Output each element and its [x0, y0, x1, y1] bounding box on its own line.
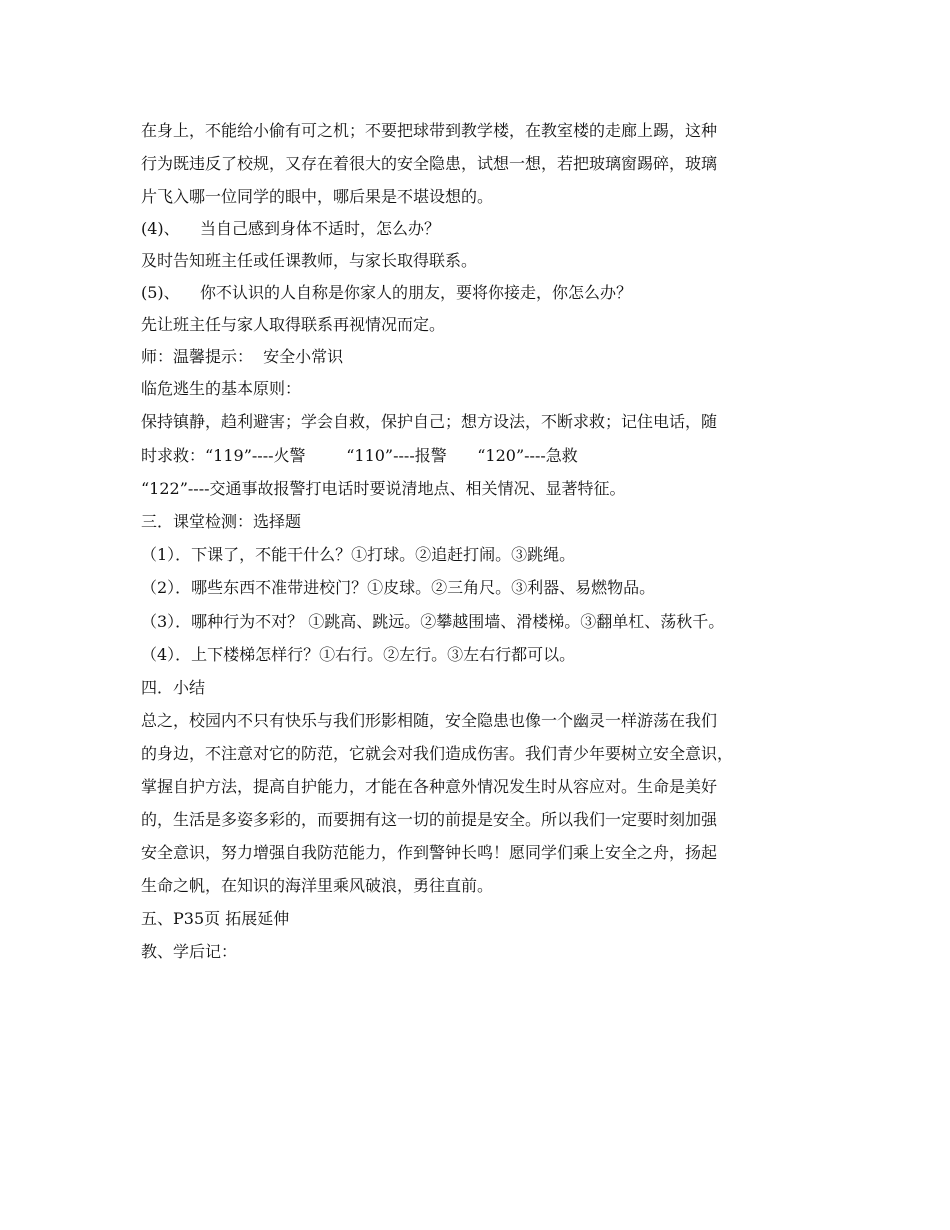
paragraph-line: 掌握自护方法，提高自护能力，才能在各种意外情况发生时从容应对。生命是美好: [141, 776, 718, 796]
section-heading: 五、P35页 拓展延伸: [141, 908, 290, 928]
quiz-question: （1）．下课了，不能干什么？①打球。②追赶打闹。③跳绳。: [141, 544, 576, 564]
quiz-question: （4）．上下楼梯怎样行？①右行。②左行。③左右行都可以。: [141, 645, 576, 664]
paragraph-line: 安全意识，努力增强自我防范能力，作到警钟长鸣！愿同学们乘上安全之舟，扬起: [141, 842, 718, 862]
paragraph-line: 生命之帆，在知识的海洋里乘风破浪，勇往直前。: [141, 875, 494, 895]
question-heading: (4)、 当自己感到身体不适时，怎么办？: [141, 219, 441, 238]
paragraph-line: 保持镇静，趋利避害；学会自救，保护自己；想方设法，不断求救；记住电话，随: [141, 412, 718, 431]
question-heading: (5)、 你不认识的人自称是你家人的朋友，要将你接走，你怎么办？: [141, 283, 633, 302]
tip-heading: 师：温馨提示： 安全小常识: [141, 347, 344, 366]
paragraph-line: 总之，校园内不只有快乐与我们形影相随，安全隐患也像一个幽灵一样游荡在我们: [141, 710, 718, 730]
emergency-numbers-line: 时求救：“119”----火警 “110”----报警 “120”----急救: [141, 445, 578, 465]
quiz-question: （2）．哪些东西不准带进校门？①皮球。②三角尺。③利器、易燃物品。: [141, 578, 656, 597]
document-body: [141, 114, 826, 968]
emergency-numbers-line: “122”----交通事故报警打电话时要说清地点、相关情况、显著特征。: [141, 479, 626, 498]
paragraph-line: 在身上，不能给小偷有可之机；不要把球带到教学楼，在教室楼的走廊上踢，这种: [141, 121, 718, 140]
paragraph-line: 片飞入哪一位同学的眼中，哪后果是不堪设想的。: [141, 187, 494, 206]
paragraph-line: 行为既违反了校规，又存在着很大的安全隐患，试想一想，若把玻璃窗踢碎，玻璃: [141, 154, 718, 173]
paragraph-line: 的，生活是多姿多彩的，而要拥有这一切的前提是安全。所以我们一定要时刻加强: [141, 809, 718, 829]
answer-line: 先让班主任与家人取得联系再视情况而定。: [141, 315, 446, 334]
answer-line: 及时告知班主任或任课教师，与家长取得联系。: [141, 251, 478, 270]
principle-heading: 临危逃生的基本原则：: [141, 379, 302, 398]
quiz-question: （3）．哪种行为不对？ ①跳高、跳远。②攀越围墙、滑楼梯。③翻单杠、荡秋千。: [141, 611, 725, 631]
paragraph-line: 的身边，不注意对它的防范，它就会对我们造成伤害。我们青少年要树立安全意识，: [141, 743, 734, 763]
section-heading: 四．小结: [141, 677, 206, 697]
section-heading: 三．课堂检测：选择题: [141, 511, 302, 531]
section-heading: 教、学后记：: [141, 941, 238, 961]
